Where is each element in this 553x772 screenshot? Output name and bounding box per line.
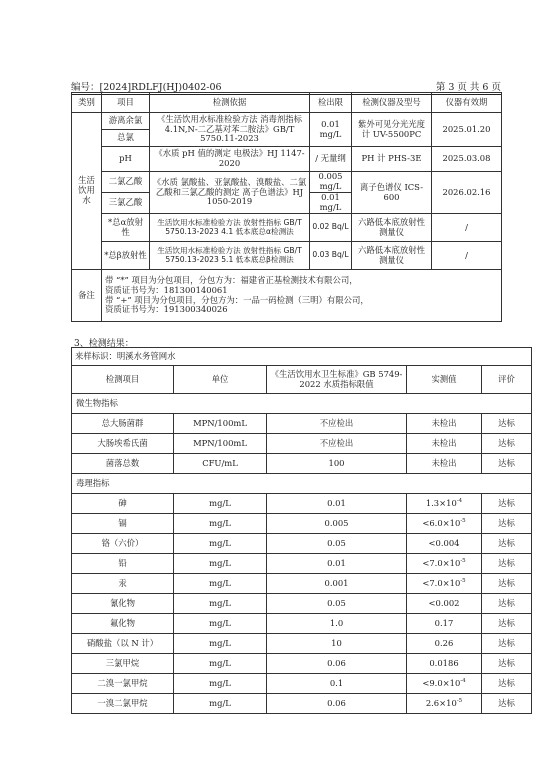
result-unit: MPN/100mL (174, 434, 267, 454)
limit-cell: 0.02 Bq/L (310, 214, 352, 242)
header-item: 检测项目 (72, 366, 174, 394)
result-unit: mg/L (174, 634, 267, 654)
method-header-row (72, 93, 502, 113)
limit-cell: 0.01 mg/L (310, 193, 352, 214)
remark-line: 带 “+” 项目为分包项目，分包方为：一品一码检测（三明）有限公司， (105, 294, 369, 305)
validity-cell: 2026.02.16 (432, 172, 502, 214)
result-eval: 达标 (482, 434, 532, 454)
validity-cell: / (432, 214, 502, 242)
result-item: 汞 (72, 574, 174, 594)
limit-cell: 0.03 Bq/L (310, 242, 352, 270)
result-value (407, 674, 482, 694)
result-value (407, 494, 482, 514)
remark-line: 资质证书号为：191300340026 (105, 304, 228, 315)
result-row (72, 554, 532, 574)
page-info: 第 3 页 共 6 页 (435, 82, 501, 93)
result-eval: 达标 (482, 674, 532, 694)
item-cell: *总α放射性 (102, 214, 150, 242)
result-limit: 0.01 (267, 494, 407, 514)
basis-cell: 《生活饮用水标准检验方法 消毒剂指标 4.1N,N-二乙基对苯二胺法》GB/T 5750.11-2023 (150, 113, 310, 147)
method-row (72, 242, 502, 270)
limit-cell: 0.005 mg/L (310, 172, 352, 193)
value-base: <6.0×10 (422, 517, 461, 528)
result-limit: 10 (267, 634, 407, 654)
result-row (72, 654, 532, 674)
result-item: 氟化物 (72, 614, 174, 634)
header-basis: 检测依据 (150, 93, 310, 113)
value-base: 1.3×10 (425, 497, 457, 508)
item-cell: 总氯 (102, 130, 150, 147)
instrument-cell: 紫外可见分光光度计 UV-5500PC (352, 113, 432, 147)
result-row (72, 514, 532, 534)
result-limit: 不应检出 (267, 414, 407, 434)
item-cell: 三氯乙酸 (102, 193, 150, 214)
result-eval: 达标 (482, 514, 532, 534)
result-item: 砷 (72, 494, 174, 514)
instrument-cell: 六路低本底放射性测量仪 (352, 214, 432, 242)
method-row (72, 113, 502, 130)
result-unit: MPN/100mL (174, 414, 267, 434)
result-unit: mg/L (174, 514, 267, 534)
result-eval: 达标 (482, 414, 532, 434)
result-unit: mg/L (174, 694, 267, 714)
result-item: 大肠埃希氏菌 (72, 434, 174, 454)
value-exponent: -5 (456, 697, 463, 704)
sample-location: 来样标识：明溪水务管网水 (72, 348, 532, 366)
result-item: 铬（六价） (72, 534, 174, 554)
result-limit: 0.05 (267, 534, 407, 554)
result-value (407, 554, 482, 574)
result-value: 0.26 (407, 634, 482, 654)
results-header-row (72, 366, 532, 394)
result-value: 0.0186 (407, 654, 482, 674)
results-table (71, 347, 532, 714)
value-exponent: -5 (460, 517, 466, 524)
basis-cell: 生活饮用水标准检验方法 放射性指标 GB/T 5750.13-2023 5.1 低本底总β检测法 (150, 242, 310, 270)
result-eval: 达标 (482, 654, 532, 674)
value-base: <7.0×10 (422, 577, 461, 588)
header-item: 项目 (102, 93, 150, 113)
result-row (72, 614, 532, 634)
result-eval: 达标 (482, 694, 532, 714)
result-value (407, 574, 482, 594)
validity-cell: 2025.03.08 (432, 147, 502, 172)
value-base: <7.0×10 (422, 557, 461, 568)
method-row (72, 214, 502, 242)
result-row (72, 674, 532, 694)
value-exponent: -4 (456, 497, 463, 504)
value-exponent: -5 (460, 577, 466, 584)
remark-line: 带 “*” 项目为分包项目，分包方为：福建省正基检测技术有限公司， (105, 274, 358, 285)
sample-row (72, 348, 532, 366)
result-limit: 不应检出 (267, 434, 407, 454)
result-value: 未检出 (407, 434, 482, 454)
result-eval: 达标 (482, 594, 532, 614)
item-cell: *总β放射性 (102, 242, 150, 270)
value-base: <9.0×10 (422, 677, 461, 688)
result-item: 氰化物 (72, 594, 174, 614)
report-number: 编号：[2024]RDLFJ(HJ)0402-06 (71, 82, 222, 93)
result-item: 三氯甲烷 (72, 654, 174, 674)
result-unit: mg/L (174, 494, 267, 514)
result-limit: 0.1 (267, 674, 407, 694)
item-cell: 二氯乙酸 (102, 172, 150, 193)
result-value: 未检出 (407, 414, 482, 434)
remark-line: 资质证书号为：181300140061 (105, 284, 228, 295)
basis-cell: 《水质 pH 值的测定 电极法》HJ 1147-2020 (150, 147, 310, 172)
instrument-cell: 六路低本底放射性测量仪 (352, 242, 432, 270)
result-eval: 达标 (482, 454, 532, 474)
header-measured: 实测值 (407, 366, 482, 394)
result-row (72, 574, 532, 594)
result-unit: mg/L (174, 574, 267, 594)
result-item: 菌落总数 (72, 454, 174, 474)
result-unit: mg/L (174, 554, 267, 574)
result-item: 铅 (72, 554, 174, 574)
limit-cell: 0.01 mg/L (310, 113, 352, 147)
header-standard-limit: 《生活饮用水卫生标准》GB 5749-2022 水质指标限值 (267, 366, 407, 394)
item-cell: 游离余氯 (102, 113, 150, 130)
result-row (72, 494, 532, 514)
item-cell: pH (102, 147, 150, 172)
result-item: 一溴二氯甲烷 (72, 694, 174, 714)
header-validity: 仪器有效期 (432, 93, 502, 113)
result-value: 未检出 (407, 454, 482, 474)
header-category: 类别 (72, 93, 102, 113)
category-cell: 生活饮用水 (72, 113, 102, 270)
result-row (72, 434, 532, 454)
result-item: 硝酸盐（以 N 计） (72, 634, 174, 654)
remarks-cell (102, 270, 502, 322)
method-row (72, 172, 502, 193)
value-base: 2.6×10 (425, 697, 457, 708)
result-eval: 达标 (482, 554, 532, 574)
instrument-cell: PH 计 PHS-3E (352, 147, 432, 172)
result-item: 镉 (72, 514, 174, 534)
header-instrument: 检测仪器及型号 (352, 93, 432, 113)
group-row (72, 394, 532, 414)
result-value: <0.004 (407, 534, 482, 554)
result-row (72, 534, 532, 554)
method-row (72, 147, 502, 172)
result-limit: 0.06 (267, 654, 407, 674)
result-limit: 0.005 (267, 514, 407, 534)
result-row (72, 694, 532, 714)
result-limit: 0.01 (267, 554, 407, 574)
result-eval: 达标 (482, 614, 532, 634)
result-unit: mg/L (174, 534, 267, 554)
result-limit: 0.06 (267, 694, 407, 714)
result-unit: mg/L (174, 674, 267, 694)
result-eval: 达标 (482, 494, 532, 514)
limit-cell: / 无量纲 (310, 147, 352, 172)
result-limit: 0.001 (267, 574, 407, 594)
result-limit: 0.05 (267, 594, 407, 614)
result-unit: CFU/mL (174, 454, 267, 474)
header-unit: 单位 (174, 366, 267, 394)
value-exponent: -4 (460, 677, 466, 684)
result-unit: mg/L (174, 594, 267, 614)
result-eval: 达标 (482, 534, 532, 554)
instrument-cell: 离子色谱仪 ICS-600 (352, 172, 432, 214)
group-label: 毒理指标 (72, 474, 532, 494)
header-evaluation: 评价 (482, 366, 532, 394)
remarks-label: 备注 (72, 270, 102, 322)
result-eval: 达标 (482, 574, 532, 594)
result-value: <0.002 (407, 594, 482, 614)
result-row (72, 414, 532, 434)
result-eval: 达标 (482, 634, 532, 654)
result-row (72, 594, 532, 614)
result-value (407, 694, 482, 714)
basis-cell: 《水质 氯酸盐、亚氯酸盐、溴酸盐、二氯乙酸和三氯乙酸的测定 离子色谱法》HJ 1050-2019 (150, 172, 310, 214)
result-unit: mg/L (174, 654, 267, 674)
result-limit: 1.0 (267, 614, 407, 634)
result-row (72, 634, 532, 654)
result-limit: 100 (267, 454, 407, 474)
validity-cell: 2025.01.20 (432, 113, 502, 147)
validity-cell: / (432, 242, 502, 270)
header-limit: 检出限 (310, 93, 352, 113)
value-exponent: -5 (460, 557, 466, 564)
group-label: 微生物指标 (72, 394, 532, 414)
result-item: 总大肠菌群 (72, 414, 174, 434)
method-table (71, 92, 502, 322)
basis-cell: 生活饮用水标准检验方法 放射性指标 GB/T 5750.13-2023 4.1 低本底总α检测法 (150, 214, 310, 242)
remarks-row (72, 270, 502, 322)
result-unit: mg/L (174, 614, 267, 634)
result-value: 0.17 (407, 614, 482, 634)
result-item: 二溴一氯甲烷 (72, 674, 174, 694)
result-row (72, 454, 532, 474)
results-section-title: 3、检测结果： (74, 339, 134, 349)
group-row (72, 474, 532, 494)
result-value (407, 514, 482, 534)
